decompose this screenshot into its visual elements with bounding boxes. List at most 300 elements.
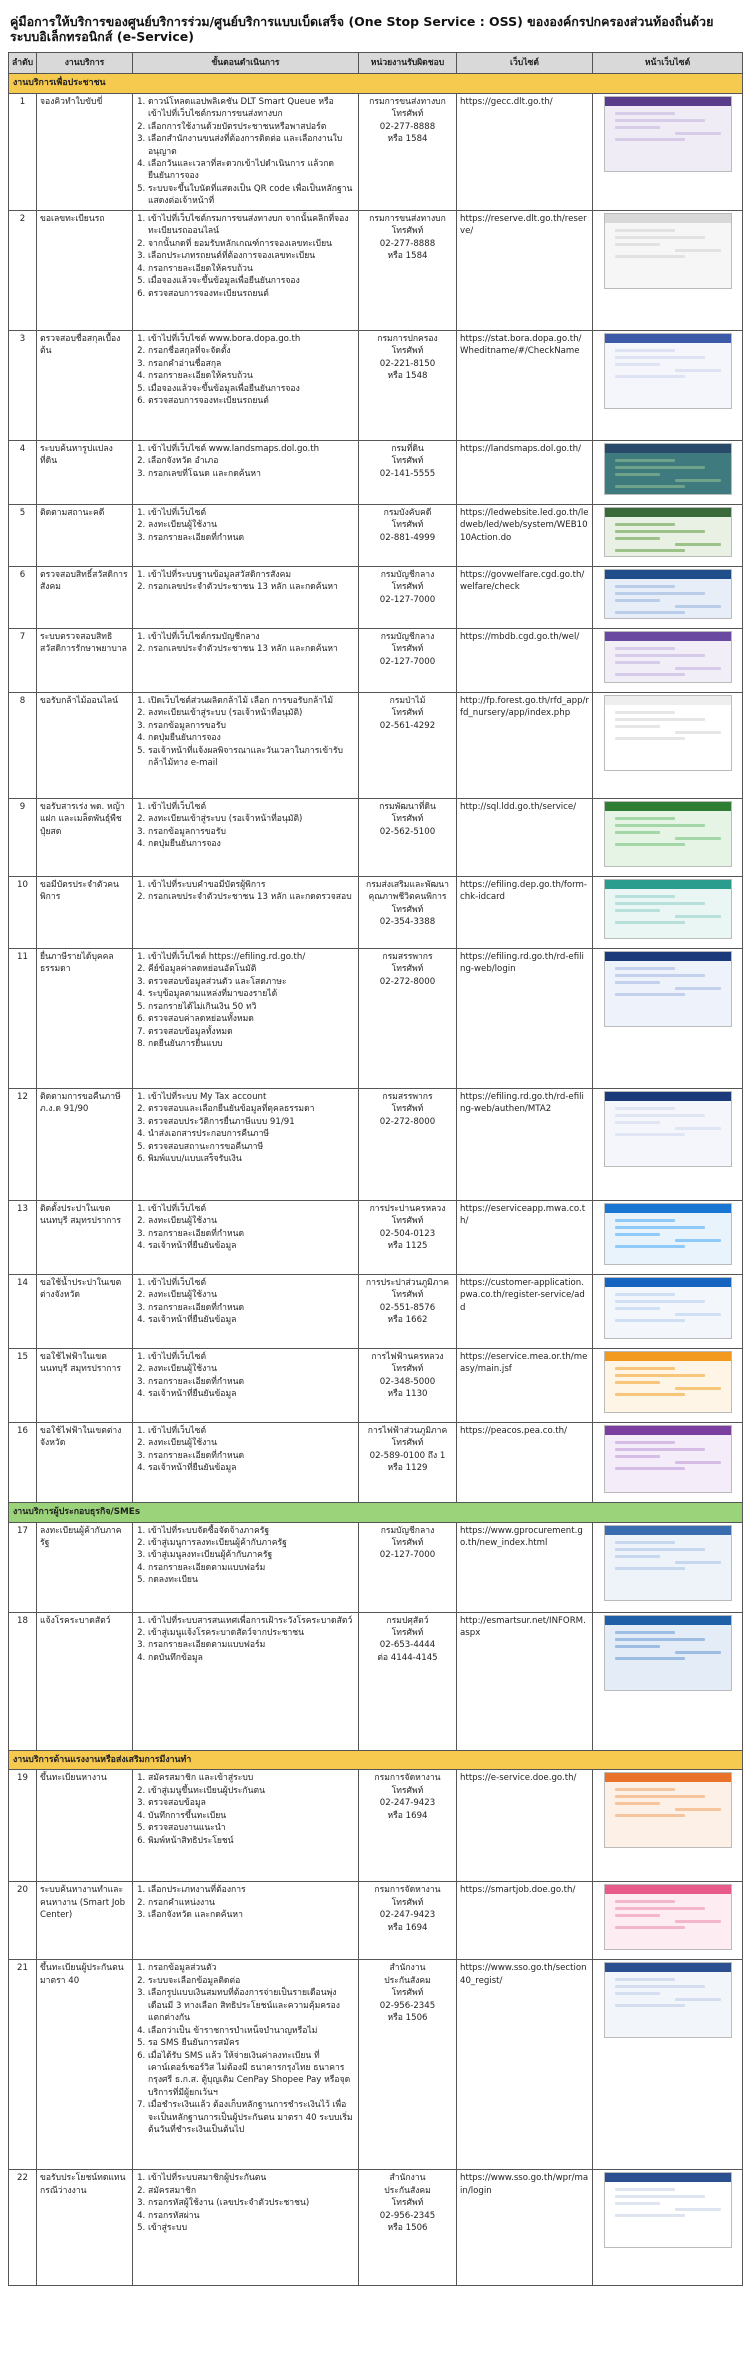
screenshot-cell [593, 692, 743, 798]
steps-list [136, 333, 355, 408]
step-item: 4. ระบุข้อมูลตามแหล่งที่มาของรายได้ [148, 988, 355, 1000]
step-item: 6. ตรวจสอบการจองทะเบียนรถยนต์ [148, 395, 355, 407]
thumbnail-content-line [615, 119, 705, 122]
row-number: 5 [9, 504, 37, 566]
step-item: 6. ตรวจสอบค่าลดหย่อนทั้งหมด [148, 1013, 355, 1025]
step-item: 4. กดบันทึกข้อมูล [148, 1652, 355, 1664]
website-link[interactable]: https://efiling.dep.go.th/form-chk-idcard [460, 879, 587, 903]
thumbnail-content-line [615, 356, 705, 359]
agency-cell: กรมบัญชีกลาง โทรศัพท์ 02-127-7000 [359, 628, 457, 692]
table-row [9, 948, 743, 1088]
step-item: 2. ลงทะเบียนผู้ใช้งาน [148, 1289, 355, 1301]
thumbnail-header-bar [605, 1204, 731, 1213]
website-cell [457, 1522, 593, 1612]
row-number: 11 [9, 948, 37, 1088]
screenshot-cell [593, 440, 743, 504]
step-item: 1. เข้าไปที่เว็บไซต์ www.bora.dopa.go.th [148, 333, 355, 345]
website-screenshot-thumbnail [604, 569, 732, 619]
section-label: งานบริการด้านแรงงานหรือส่งเสริมการมีงานทำ [9, 1750, 743, 1770]
thumbnail-content-line [615, 1381, 660, 1384]
website-link[interactable]: https://peacos.pea.co.th/ [460, 1425, 568, 1436]
website-screenshot-thumbnail [604, 213, 732, 289]
thumbnail-content-line [675, 479, 721, 482]
thumbnail-content-line [615, 459, 675, 462]
thumbnail-header-bar [605, 508, 731, 517]
step-item: 4. กรอกรายละเอียดให้ครบถ้วน [148, 370, 355, 382]
screenshot-cell [593, 210, 743, 330]
step-item: 5. กดลงทะเบียน [148, 1574, 355, 1586]
thumbnail-content-line [615, 1107, 675, 1110]
step-item: 2. กรอกเลขประจำตัวประชาชน 13 หลัก และกดตรวจสอบ [148, 891, 355, 903]
steps-list [136, 1884, 355, 1921]
table-row [9, 876, 743, 948]
thumbnail-content-line [615, 1795, 705, 1798]
website-cell [457, 330, 593, 440]
step-item: 2. ลงทะเบียนผู้ใช้งาน [148, 1437, 355, 1449]
step-item: 1. ดาวน์โหลดแอปพลิเคชัน DLT Smart Queue หรือเข้าไปที่เว็บไซต์กรมการขนส่งทางบก [148, 96, 355, 121]
thumbnail-content-line [615, 1367, 675, 1370]
thumbnail-content-line [615, 1985, 705, 1988]
step-item: 2. ลงทะเบียนผู้ใช้งาน [148, 1363, 355, 1375]
website-screenshot-thumbnail [604, 1884, 732, 1950]
website-link[interactable]: https://reserve.dlt.go.th/reserve/ [460, 213, 587, 237]
service-name: ยื่นภาษีรายได้บุคคลธรรมดา [37, 948, 133, 1088]
step-item: 1. เข้าไปที่ระบบฐานข้อมูลสวัสดิการสังคม [148, 569, 355, 581]
thumbnail-content-line [675, 2208, 721, 2211]
step-item: 4. กรอกรายละเอียดตามแบบฟอร์ม [148, 1562, 355, 1574]
step-item: 4. กรอกรายละเอียดให้ครบถ้วน [148, 263, 355, 275]
steps-cell [133, 1770, 359, 1882]
thumbnail-content-line [615, 909, 660, 912]
thumbnail-content-line [675, 1998, 721, 2001]
table-row [9, 1274, 743, 1348]
screenshot-cell [593, 93, 743, 210]
service-name: ตรวจสอบสิทธิ์สวัสดิการสังคม [37, 566, 133, 628]
thumbnail-header-bar [605, 1278, 731, 1287]
thumbnail-content-line [615, 1631, 675, 1634]
thumbnail-content-line [675, 667, 721, 670]
agency-cell: กรมที่ดิน โทรศัพท์ 02-141-5555 [359, 440, 457, 504]
thumbnail-content-line [615, 599, 660, 602]
service-name: ติดตามการขอคืนภาษี ภ.ง.ด 91/90 [37, 1088, 133, 1200]
step-item: 4. นำส่งเอกสารประกอบการคืนภาษี [148, 1128, 355, 1140]
agency-cell: การประปาส่วนภูมิภาค โทรศัพท์ 02-551-8576 หรือ 1662 [359, 1274, 457, 1348]
step-item: 4. บันทึกการขึ้นทะเบียน [148, 1810, 355, 1822]
thumbnail-header-bar [605, 334, 731, 343]
steps-cell [133, 2170, 359, 2286]
thumbnail-content-line [615, 1907, 705, 1910]
row-number: 15 [9, 1348, 37, 1422]
step-item: 6. ตรวจสอบการจองทะเบียนรถยนต์ [148, 288, 355, 300]
screenshot-cell [593, 1422, 743, 1502]
thumbnail-content-line [615, 1319, 685, 1322]
thumbnail-content-line [615, 112, 675, 115]
screenshot-cell [593, 1088, 743, 1200]
thumbnail-content-line [615, 1555, 660, 1558]
steps-cell [133, 692, 359, 798]
thumbnail-content-line [615, 585, 675, 588]
header-agency: หน่วยงานรับผิดชอบ [359, 53, 457, 74]
step-item: 4. เลือกว่าเป็น ข้าราชการบำเหน็จบำนาญหรือไม่ [148, 2025, 355, 2037]
steps-cell [133, 440, 359, 504]
step-item: 1. เข้าไปที่ระบบสมาชิกผู้ประกันตน [148, 2172, 355, 2184]
screenshot-cell [593, 330, 743, 440]
steps-list [136, 96, 355, 208]
steps-cell [133, 210, 359, 330]
website-link[interactable]: https://eserviceapp.mwa.co.th/ [460, 1203, 586, 1227]
thumbnail-content-line [675, 369, 721, 372]
website-link[interactable]: https://govwelfare.cgd.go.th/welfare/check [460, 569, 585, 593]
website-cell [457, 628, 593, 692]
step-item: 3. เลือกรูปแบบเงินสมทบที่ต้องการจ่ายเป็นรายเดือนพุ่งเดือนมี 3 ทางเลือก สิทธิประโยชน์และความคุ้มครองแตกต่างกัน [148, 1987, 355, 2024]
website-link[interactable]: http://fp.forest.go.th/rfd_app/rfd_nursery/app/index.php [460, 695, 589, 719]
steps-list [136, 1615, 355, 1665]
row-number: 22 [9, 2170, 37, 2286]
website-link[interactable]: https://eservice.mea.or.th/measy/main.jsf [460, 1351, 588, 1375]
step-item: 4. รอเจ้าหน้าที่ยืนยันข้อมูล [148, 1240, 355, 1252]
service-name: ระบบค้นหางานทำและคนหางาน (Smart Job Center) [37, 1882, 133, 1960]
thumbnail-content-line [615, 895, 675, 898]
thumbnail-header-bar [605, 570, 731, 579]
screenshot-cell [593, 798, 743, 876]
step-item: 5. ตรวจสอบสถานะการขอคืนภาษี [148, 1141, 355, 1153]
website-link[interactable]: https://landsmaps.dol.go.th/ [460, 443, 581, 454]
thumbnail-body [605, 106, 731, 171]
agency-cell: กรมบัญชีกลาง โทรศัพท์ 02-127-7000 [359, 566, 457, 628]
website-cell [457, 566, 593, 628]
agency-cell: การประปานครหลวง โทรศัพท์ 02-504-0123 หรือ 1125 [359, 1200, 457, 1274]
row-number: 14 [9, 1274, 37, 1348]
service-name: ขึ้นทะเบียนผู้ประกันตน มาตรา 40 [37, 1960, 133, 2170]
website-cell [457, 948, 593, 1088]
steps-list [136, 1091, 355, 1166]
thumbnail-body [605, 1535, 731, 1600]
step-item: 4. รอเจ้าหน้าที่ยืนยันข้อมูล [148, 1462, 355, 1474]
step-item: 3. กรอกรายละเอียดตามแบบฟอร์ม [148, 1639, 355, 1651]
steps-list [136, 213, 355, 300]
step-item: 3. เลือกจังหวัด และกดค้นหา [148, 1909, 355, 1921]
website-screenshot-thumbnail [604, 1772, 732, 1848]
thumbnail-header-bar [605, 802, 731, 811]
section-row [9, 74, 743, 94]
website-screenshot-thumbnail [604, 695, 732, 771]
steps-cell [133, 93, 359, 210]
service-name: ระบบตรวจสอบสิทธิสวัสดิการรักษาพยาบาล [37, 628, 133, 692]
screenshot-cell [593, 876, 743, 948]
website-link[interactable]: https://gecc.dlt.go.th/ [460, 96, 553, 107]
step-item: 3. กรอกข้อมูลการขอรับ [148, 826, 355, 838]
website-link[interactable]: http://esmartsur.net/INFORM.aspx [460, 1615, 586, 1639]
screenshot-cell [593, 1882, 743, 1960]
thumbnail-content-line [675, 132, 721, 135]
thumbnail-body [605, 1361, 731, 1412]
step-item: 5. กรอกรายได้ไม่เกินเงิน 50 ทวิ [148, 1001, 355, 1013]
thumbnail-content-line [675, 915, 721, 918]
step-item: 1. เข้าไปที่เว็บไซต์ [148, 1203, 355, 1215]
table-row [9, 628, 743, 692]
screenshot-cell [593, 1200, 743, 1274]
thumbnail-content-line [615, 1788, 675, 1791]
steps-list [136, 1351, 355, 1401]
website-link[interactable]: http://sql.ldd.go.th/service/ [460, 801, 577, 812]
website-cell [457, 1274, 593, 1348]
thumbnail-content-line [615, 243, 660, 246]
step-item: 3. กรอกข้อมูลการขอรับ [148, 720, 355, 732]
thumbnail-body [605, 1782, 731, 1847]
screenshot-cell [593, 628, 743, 692]
thumbnail-content-line [615, 718, 705, 721]
thumbnail-body [605, 1213, 731, 1264]
thumbnail-header-bar [605, 1426, 731, 1435]
service-name: ขอรับสารเร่ง พด. หญ้าแฝก และเมล็ดพันธุ์พืช ปุ๋ยสด [37, 798, 133, 876]
steps-list [136, 2172, 355, 2234]
website-link[interactable]: https://www.gprocurement.go.th/new_index.html [460, 1525, 583, 1549]
thumbnail-content-line [615, 1393, 685, 1396]
page-title: คู่มือการให้บริการของศูนย์บริการร่วม/ศูนย์บริการแบบเบ็ดเสร็จ (One Stop Service : OSS) ขององค์กรปกครองส่วนท้องถิ่นด้วยระบบอิเล็กทรอนิกส์ (e-Service) [10, 14, 714, 44]
thumbnail-content-line [615, 1638, 705, 1641]
step-item: 1. เข้าไปที่ระบบจัดซื้อจัดจ้างภาครัฐ [148, 1525, 355, 1537]
steps-list [136, 507, 355, 544]
thumbnail-content-line [615, 1567, 685, 1570]
step-item: 2. ลงทะเบียนเข้าสู่ระบบ (รอเจ้าหน้าที่อนุมัติ) [148, 813, 355, 825]
steps-cell [133, 628, 359, 692]
thumbnail-content-line [615, 921, 685, 924]
thumbnail-content-line [615, 523, 675, 526]
thumbnail-content-line [615, 654, 705, 657]
thumbnail-body [605, 1287, 731, 1338]
row-number: 13 [9, 1200, 37, 1274]
thumbnail-header-bar [605, 1092, 731, 1101]
thumbnail-body [605, 705, 731, 770]
website-screenshot-thumbnail [604, 443, 732, 495]
steps-cell [133, 876, 359, 948]
thumbnail-body [605, 889, 731, 938]
service-name: ขึ้นทะเบียนหางาน [37, 1770, 133, 1882]
row-number: 6 [9, 566, 37, 628]
step-item: 1. กรอกข้อมูลส่วนตัว [148, 1962, 355, 1974]
step-item: 2. เข้าสู่เมนูขึ้นทะเบียนผู้ประกันตน [148, 1785, 355, 1797]
step-item: 5. เมื่อจองแล้วจะขึ้นข้อมูลเพื่อยืนยันการจอง [148, 383, 355, 395]
website-screenshot-thumbnail [604, 1277, 732, 1339]
step-item: 3. ตรวจสอบข้อมูลส่วนตัว และโสดภาษะ [148, 976, 355, 988]
service-name: แจ้งโรคระบาดสัตว์ [37, 1612, 133, 1750]
steps-list [136, 801, 355, 851]
step-item: 4. เลือกวันและเวลาที่สะดวกเข้าไปดำเนินการ แล้วกดยืนยันการจอง [148, 158, 355, 183]
thumbnail-header-bar [605, 632, 731, 641]
step-item: 5. ระบบจะขึ้นใบนัดที่แสดงเป็น QR code เพื่อเป็นหลักฐานแสดงต่อเจ้าหน้าที่ [148, 183, 355, 208]
service-name: ขอใช้ไฟฟ้าในเขตนนทบุรี สมุทรปราการ [37, 1348, 133, 1422]
row-number: 7 [9, 628, 37, 692]
thumbnail-content-line [615, 126, 660, 129]
screenshot-cell [593, 948, 743, 1088]
website-link[interactable]: https://www.sso.go.th/wpr/main/login [460, 2173, 589, 2196]
step-item: 2. กรอกเลขประจำตัวประชาชน 13 หลัก และกดค้นหา [148, 581, 355, 593]
row-number: 19 [9, 1770, 37, 1882]
agency-cell: กรมสรรพากร โทรศัพท์ 02-272-8000 [359, 1088, 457, 1200]
row-number: 12 [9, 1088, 37, 1200]
thumbnail-content-line [615, 1226, 705, 1229]
thumbnail-content-line [615, 737, 685, 740]
step-item: 1. เลือกประเภทงานที่ต้องการ [148, 1884, 355, 1896]
thumbnail-body [605, 343, 731, 408]
steps-list [136, 443, 355, 480]
thumbnail-content-line [615, 363, 660, 366]
website-link[interactable]: https://customer-application.pwa.co.th/register-service/add [460, 1277, 585, 1313]
website-link[interactable]: https://smartjob.doe.go.th/ [460, 1885, 576, 1896]
website-link[interactable]: https://www.sso.go.th/section40_regist/ [460, 1963, 587, 1986]
service-name: ลงทะเบียนผู้ค้ากับภาครัฐ [37, 1522, 133, 1612]
website-link[interactable]: https://stat.bora.dopa.go.th/Wheditname/#/CheckName [460, 333, 582, 357]
steps-cell [133, 1960, 359, 2170]
table-row [9, 504, 743, 566]
thumbnail-content-line [615, 1657, 685, 1660]
screenshot-cell [593, 504, 743, 566]
thumbnail-content-line [675, 249, 721, 252]
thumbnail-content-line [675, 1651, 721, 1654]
website-screenshot-thumbnail [604, 631, 732, 683]
header-no: ลำดับ [9, 53, 37, 74]
step-item: 3. กรอกรหัสผู้ใช้งาน (เลขประจำตัวประชาชน) [148, 2197, 355, 2209]
thumbnail-body [605, 517, 731, 556]
step-item: 1. เข้าไปที่เว็บไซต์ [148, 507, 355, 519]
row-number: 18 [9, 1612, 37, 1750]
thumbnail-content-line [615, 2195, 705, 2198]
row-number: 21 [9, 1960, 37, 2170]
thumbnail-content-line [615, 1926, 685, 1929]
steps-list [136, 631, 355, 656]
website-screenshot-thumbnail [604, 1351, 732, 1413]
thumbnail-content-line [615, 981, 660, 984]
step-item: 2. สมัครสมาชิก [148, 2185, 355, 2197]
table-row [9, 1422, 743, 1502]
thumbnail-content-line [615, 1133, 685, 1136]
steps-list [136, 1425, 355, 1475]
thumbnail-content-line [615, 1233, 660, 1236]
table-row [9, 1770, 743, 1882]
table-row [9, 1960, 743, 2170]
service-name: ขอรับกล้าไม้ออนไลน์ [37, 692, 133, 798]
agency-cell: กรมบัญชีกลาง โทรศัพท์ 02-127-7000 [359, 1522, 457, 1612]
thumbnail-body [605, 1972, 731, 2037]
step-item: 3. เข้าสู่เมนูลงทะเบียนผู้ค้ากับภาครัฐ [148, 1549, 355, 1561]
thumbnail-header-bar [605, 1773, 731, 1782]
thumbnail-content-line [615, 1374, 705, 1377]
website-cell [457, 1882, 593, 1960]
agency-cell: กรมป่าไม้ โทรศัพท์ 02-561-4292 [359, 692, 457, 798]
thumbnail-body [605, 1625, 731, 1690]
table-row [9, 798, 743, 876]
website-link[interactable]: https://mbdb.cgd.go.th/wel/ [460, 631, 580, 642]
table-row [9, 93, 743, 210]
thumbnail-header-bar [605, 444, 731, 453]
thumbnail-content-line [615, 1467, 685, 1470]
table-header-row [9, 53, 743, 74]
thumbnail-body [605, 641, 731, 682]
website-cell [457, 93, 593, 210]
row-number: 1 [9, 93, 37, 210]
website-screenshot-thumbnail [604, 1615, 732, 1691]
thumbnail-body [605, 2182, 731, 2247]
thumbnail-content-line [675, 1461, 721, 1464]
screenshot-cell [593, 1522, 743, 1612]
thumbnail-body [605, 1435, 731, 1492]
website-link[interactable]: https://efiling.rd.go.th/rd-efiling-web/authen/MTA2 [460, 1091, 584, 1115]
step-item: 2. ตรวจสอบและเลือกยืนยันข้อมูลที่ตุคลธรรมดา [148, 1103, 355, 1115]
table-row [9, 1522, 743, 1612]
row-number: 17 [9, 1522, 37, 1612]
website-screenshot-thumbnail [604, 1525, 732, 1601]
step-item: 3. กรอกรายละเอียดที่กำหนด [148, 1376, 355, 1388]
thumbnail-content-line [615, 1441, 675, 1444]
thumbnail-content-line [675, 1239, 721, 1242]
steps-cell [133, 1522, 359, 1612]
steps-cell [133, 1612, 359, 1750]
agency-cell: สำนักงาน ประกันสังคม โทรศัพท์ 02-956-2345 หรือ 1506 [359, 2170, 457, 2286]
thumbnail-content-line [615, 2004, 685, 2007]
thumbnail-content-line [615, 817, 675, 820]
service-table [8, 52, 743, 2286]
website-link[interactable]: https://ledwebsite.led.go.th/ledweb/led/web/system/WEB1010Action.do [460, 507, 589, 543]
thumbnail-header-bar [605, 1526, 731, 1535]
step-item: 6. พิมพ์แบบ/แบบเสร็จรับเงิน [148, 1153, 355, 1165]
thumbnail-header-bar [605, 696, 731, 705]
table-row [9, 1200, 743, 1274]
table-row [9, 1612, 743, 1750]
step-item: 7. ตรวจสอบข้อมูลทั้งหมด [148, 1026, 355, 1038]
thumbnail-content-line [615, 831, 660, 834]
website-cell [457, 798, 593, 876]
thumbnail-header-bar [605, 952, 731, 961]
thumbnail-content-line [615, 1541, 675, 1544]
website-link[interactable]: https://e-service.doe.go.th/ [460, 1773, 577, 1784]
steps-cell [133, 1200, 359, 1274]
table-row [9, 440, 743, 504]
step-item: 3. กรอกรายละเอียดที่กำหนด [148, 532, 355, 544]
thumbnail-content-line [675, 1808, 721, 1811]
thumbnail-header-bar [605, 1616, 731, 1625]
website-link[interactable]: https://efiling.rd.go.th/rd-efiling-web/login [460, 951, 584, 975]
step-item: 4. กดปุ่มยืนยันการจอง [148, 732, 355, 744]
step-item: 2. เข้าสู่เมนูแจ้งโรคระบาดสัตว์จากประชาชน [148, 1627, 355, 1639]
step-item: 2. กรอกเลขประจำตัวประชาชน 13 หลัก และกดค้นหา [148, 643, 355, 655]
website-cell [457, 1770, 593, 1882]
step-item: 3. กรอกรายละเอียดที่กำหนด [148, 1228, 355, 1240]
service-name: ขอมีบัตรประจำตัวคนพิการ [37, 876, 133, 948]
table-row [9, 1088, 743, 1200]
thumbnail-header-bar [605, 1352, 731, 1361]
agency-cell: กรมการจัดหางาน โทรศัพท์ 02-247-9423 หรือ 1694 [359, 1882, 457, 1960]
website-screenshot-thumbnail [604, 507, 732, 557]
agency-cell: กรมการขนส่งทางบก โทรศัพท์ 02-277-8888 หรือ 1584 [359, 210, 457, 330]
thumbnail-content-line [615, 711, 675, 714]
website-screenshot-thumbnail [604, 801, 732, 867]
steps-list [136, 879, 355, 904]
step-item: 3. กรอกรายละเอียดที่กำหนด [148, 1302, 355, 1314]
step-item: 4. กดปุ่มยืนยันการจอง [148, 838, 355, 850]
thumbnail-body [605, 1101, 731, 1166]
section-label: งานบริการผู้ประกอบธุรกิจ/SMEs [9, 1502, 743, 1522]
steps-cell [133, 1882, 359, 1960]
thumbnail-content-line [615, 1307, 660, 1310]
step-item: 1. เข้าไปที่ระบบ My Tax account [148, 1091, 355, 1103]
step-item: 3. เลือกประเภทรถยนต์ที่ต้องการจองเลขทะเบียน [148, 250, 355, 262]
website-cell [457, 1088, 593, 1200]
thumbnail-content-line [615, 485, 685, 488]
step-item: 5. เข้าสู่ระบบ [148, 2222, 355, 2234]
agency-cell: กรมพัฒนาที่ดิน โทรศัพท์ 02-562-5100 [359, 798, 457, 876]
website-cell [457, 504, 593, 566]
thumbnail-header-bar [605, 880, 731, 889]
